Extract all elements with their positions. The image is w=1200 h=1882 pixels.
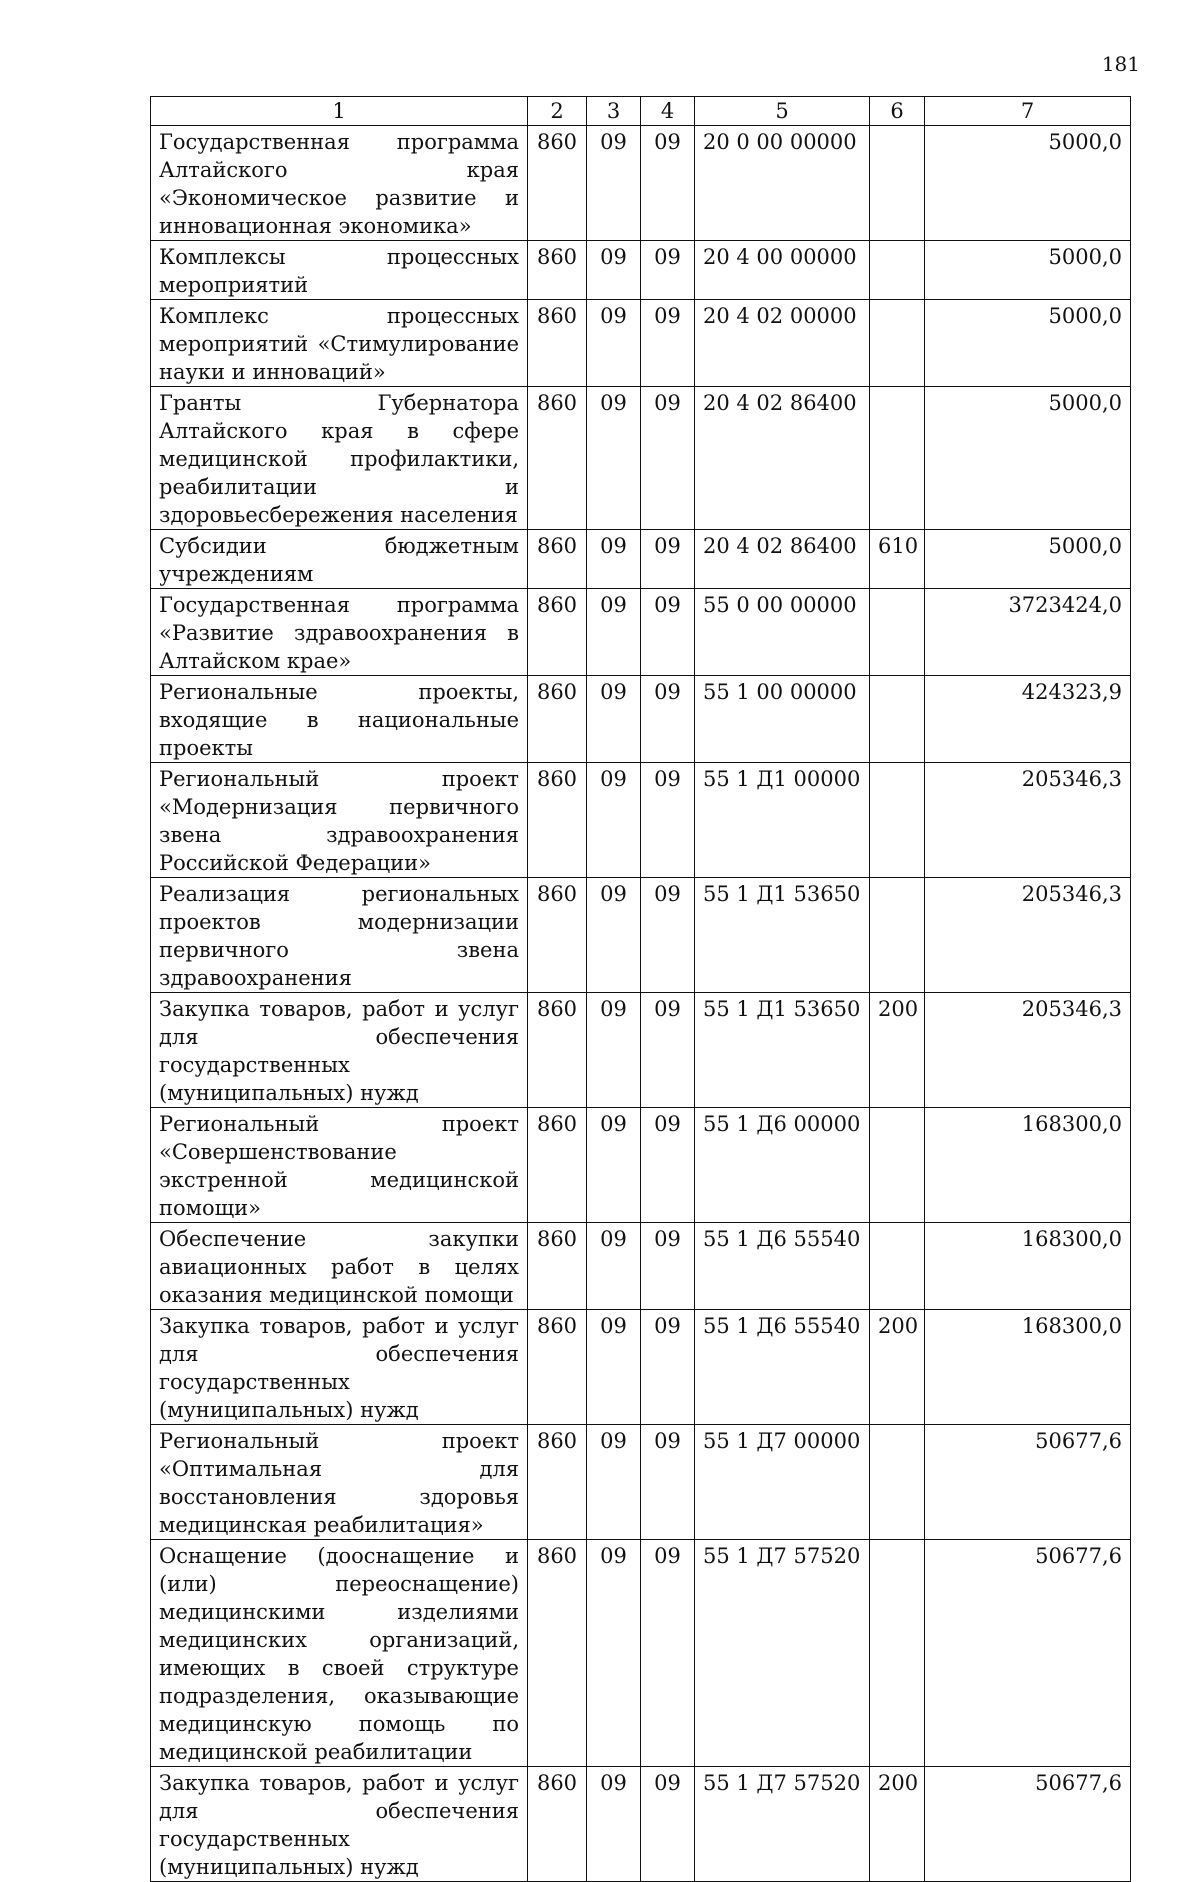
subsection-code: 09 <box>641 1223 695 1310</box>
amount-value: 50677,6 <box>925 1767 1131 1882</box>
row-description: Реализация региональных проектов модернизации первичного звена здравоохранения <box>151 878 528 993</box>
target-article-code: 55 1 Д6 55540 <box>695 1310 870 1425</box>
target-article-code: 55 1 Д7 57520 <box>695 1767 870 1882</box>
column-header: 7 <box>925 97 1131 126</box>
row-description: Региональный проект «Оптимальная для восстановления здоровья медицинская реабилитация» <box>151 1425 528 1540</box>
target-article-code: 20 4 02 86400 <box>695 530 870 589</box>
section-code: 09 <box>587 1108 641 1223</box>
ministry-code: 860 <box>528 1425 587 1540</box>
expense-type-code: 200 <box>870 1310 925 1425</box>
section-code: 09 <box>587 763 641 878</box>
table-row <box>151 1425 1131 1540</box>
expense-type-code <box>870 300 925 387</box>
subsection-code: 09 <box>641 1767 695 1882</box>
section-code: 09 <box>587 530 641 589</box>
section-code: 09 <box>587 1425 641 1540</box>
ministry-code: 860 <box>528 530 587 589</box>
subsection-code: 09 <box>641 1108 695 1223</box>
table-body <box>151 126 1131 1882</box>
row-description: Закупка товаров, работ и услуг для обеспечения государственных (муниципальных) нужд <box>151 1767 528 1882</box>
table-row <box>151 1540 1131 1767</box>
section-code: 09 <box>587 1540 641 1767</box>
column-header: 2 <box>528 97 587 126</box>
ministry-code: 860 <box>528 763 587 878</box>
table-row <box>151 676 1131 763</box>
table-row <box>151 589 1131 676</box>
amount-value: 5000,0 <box>925 530 1131 589</box>
row-description: Государственная программа Алтайского края «Экономическое развитие и инновационная экономика» <box>151 126 528 241</box>
subsection-code: 09 <box>641 1425 695 1540</box>
ministry-code: 860 <box>528 1223 587 1310</box>
column-header: 6 <box>870 97 925 126</box>
target-article-code: 55 1 Д1 53650 <box>695 993 870 1108</box>
amount-value: 50677,6 <box>925 1540 1131 1767</box>
row-description: Комплексы процессных мероприятий <box>151 241 528 300</box>
target-article-code: 55 1 Д7 57520 <box>695 1540 870 1767</box>
subsection-code: 09 <box>641 126 695 241</box>
section-code: 09 <box>587 126 641 241</box>
amount-value: 168300,0 <box>925 1108 1131 1223</box>
section-code: 09 <box>587 1223 641 1310</box>
expense-type-code: 610 <box>870 530 925 589</box>
column-header: 4 <box>641 97 695 126</box>
subsection-code: 09 <box>641 676 695 763</box>
subsection-code: 09 <box>641 300 695 387</box>
ministry-code: 860 <box>528 993 587 1108</box>
amount-value: 50677,6 <box>925 1425 1131 1540</box>
row-description: Гранты Губернатора Алтайского края в сфере медицинской профилактики, реабилитации и здоровьесбережения населения <box>151 387 528 530</box>
row-description: Закупка товаров, работ и услуг для обеспечения государственных (муниципальных) нужд <box>151 1310 528 1425</box>
table-row <box>151 241 1131 300</box>
expense-type-code <box>870 126 925 241</box>
target-article-code: 55 1 00 00000 <box>695 676 870 763</box>
amount-value: 5000,0 <box>925 126 1131 241</box>
expense-type-code <box>870 676 925 763</box>
ministry-code: 860 <box>528 241 587 300</box>
table-row <box>151 126 1131 241</box>
amount-value: 5000,0 <box>925 300 1131 387</box>
subsection-code: 09 <box>641 387 695 530</box>
ministry-code: 860 <box>528 1108 587 1223</box>
section-code: 09 <box>587 1767 641 1882</box>
target-article-code: 55 1 Д1 00000 <box>695 763 870 878</box>
section-code: 09 <box>587 589 641 676</box>
column-header: 1 <box>151 97 528 126</box>
expense-type-code <box>870 1540 925 1767</box>
section-code: 09 <box>587 1310 641 1425</box>
table-row <box>151 878 1131 993</box>
amount-value: 205346,3 <box>925 878 1131 993</box>
expense-type-code <box>870 241 925 300</box>
subsection-code: 09 <box>641 763 695 878</box>
target-article-code: 55 1 Д6 55540 <box>695 1223 870 1310</box>
subsection-code: 09 <box>641 589 695 676</box>
subsection-code: 09 <box>641 1540 695 1767</box>
section-code: 09 <box>587 241 641 300</box>
amount-value: 168300,0 <box>925 1310 1131 1425</box>
amount-value: 424323,9 <box>925 676 1131 763</box>
ministry-code: 860 <box>528 589 587 676</box>
expense-type-code <box>870 878 925 993</box>
row-description: Закупка товаров, работ и услуг для обеспечения государственных (муниципальных) нужд <box>151 993 528 1108</box>
expense-type-code <box>870 1223 925 1310</box>
subsection-code: 09 <box>641 993 695 1108</box>
table-row <box>151 1108 1131 1223</box>
section-code: 09 <box>587 300 641 387</box>
expense-type-code <box>870 1425 925 1540</box>
target-article-code: 55 1 Д6 00000 <box>695 1108 870 1223</box>
budget-table <box>150 96 1131 1882</box>
section-code: 09 <box>587 878 641 993</box>
ministry-code: 860 <box>528 126 587 241</box>
amount-value: 5000,0 <box>925 241 1131 300</box>
ministry-code: 860 <box>528 1767 587 1882</box>
table-row <box>151 530 1131 589</box>
amount-value: 205346,3 <box>925 763 1131 878</box>
row-description: Региональные проекты, входящие в национальные проекты <box>151 676 528 763</box>
table-row <box>151 1310 1131 1425</box>
target-article-code: 20 4 00 00000 <box>695 241 870 300</box>
expense-type-code <box>870 1108 925 1223</box>
ministry-code: 860 <box>528 1540 587 1767</box>
subsection-code: 09 <box>641 878 695 993</box>
target-article-code: 20 0 00 00000 <box>695 126 870 241</box>
table-row <box>151 300 1131 387</box>
target-article-code: 20 4 02 00000 <box>695 300 870 387</box>
row-description: Оснащение (дооснащение и (или) переоснащение) медицинскими изделиями медицинских организаций, имеющих в своей структуре подразделения, оказывающие медицинскую помощь по медицинской реабилитации <box>151 1540 528 1767</box>
section-code: 09 <box>587 676 641 763</box>
section-code: 09 <box>587 993 641 1108</box>
ministry-code: 860 <box>528 387 587 530</box>
target-article-code: 55 0 00 00000 <box>695 589 870 676</box>
amount-value: 3723424,0 <box>925 589 1131 676</box>
section-code: 09 <box>587 387 641 530</box>
page-number: 181 <box>1101 52 1140 76</box>
target-article-code: 55 1 Д7 00000 <box>695 1425 870 1540</box>
column-header: 5 <box>695 97 870 126</box>
expense-type-code <box>870 589 925 676</box>
target-article-code: 55 1 Д1 53650 <box>695 878 870 993</box>
ministry-code: 860 <box>528 300 587 387</box>
expense-type-code <box>870 387 925 530</box>
ministry-code: 860 <box>528 1310 587 1425</box>
expense-type-code: 200 <box>870 993 925 1108</box>
row-description: Региональный проект «Совершенствование экстренной медицинской помощи» <box>151 1108 528 1223</box>
ministry-code: 860 <box>528 676 587 763</box>
subsection-code: 09 <box>641 241 695 300</box>
row-description: Комплекс процессных мероприятий «Стимулирование науки и инноваций» <box>151 300 528 387</box>
row-description: Субсидии бюджетным учреждениям <box>151 530 528 589</box>
table-row <box>151 387 1131 530</box>
target-article-code: 20 4 02 86400 <box>695 387 870 530</box>
column-header: 3 <box>587 97 641 126</box>
subsection-code: 09 <box>641 530 695 589</box>
header-row <box>151 97 1131 126</box>
amount-value: 205346,3 <box>925 993 1131 1108</box>
amount-value: 5000,0 <box>925 387 1131 530</box>
ministry-code: 860 <box>528 878 587 993</box>
row-description: Региональный проект «Модернизация первичного звена здравоохранения Российской Федерации» <box>151 763 528 878</box>
table-row <box>151 1223 1131 1310</box>
table-row <box>151 993 1131 1108</box>
table-row <box>151 1767 1131 1882</box>
amount-value: 168300,0 <box>925 1223 1131 1310</box>
expense-type-code: 200 <box>870 1767 925 1882</box>
row-description: Обеспечение закупки авиационных работ в целях оказания медицинской помощи <box>151 1223 528 1310</box>
subsection-code: 09 <box>641 1310 695 1425</box>
expense-type-code <box>870 763 925 878</box>
table-row <box>151 763 1131 878</box>
row-description: Государственная программа «Развитие здравоохранения в Алтайском крае» <box>151 589 528 676</box>
